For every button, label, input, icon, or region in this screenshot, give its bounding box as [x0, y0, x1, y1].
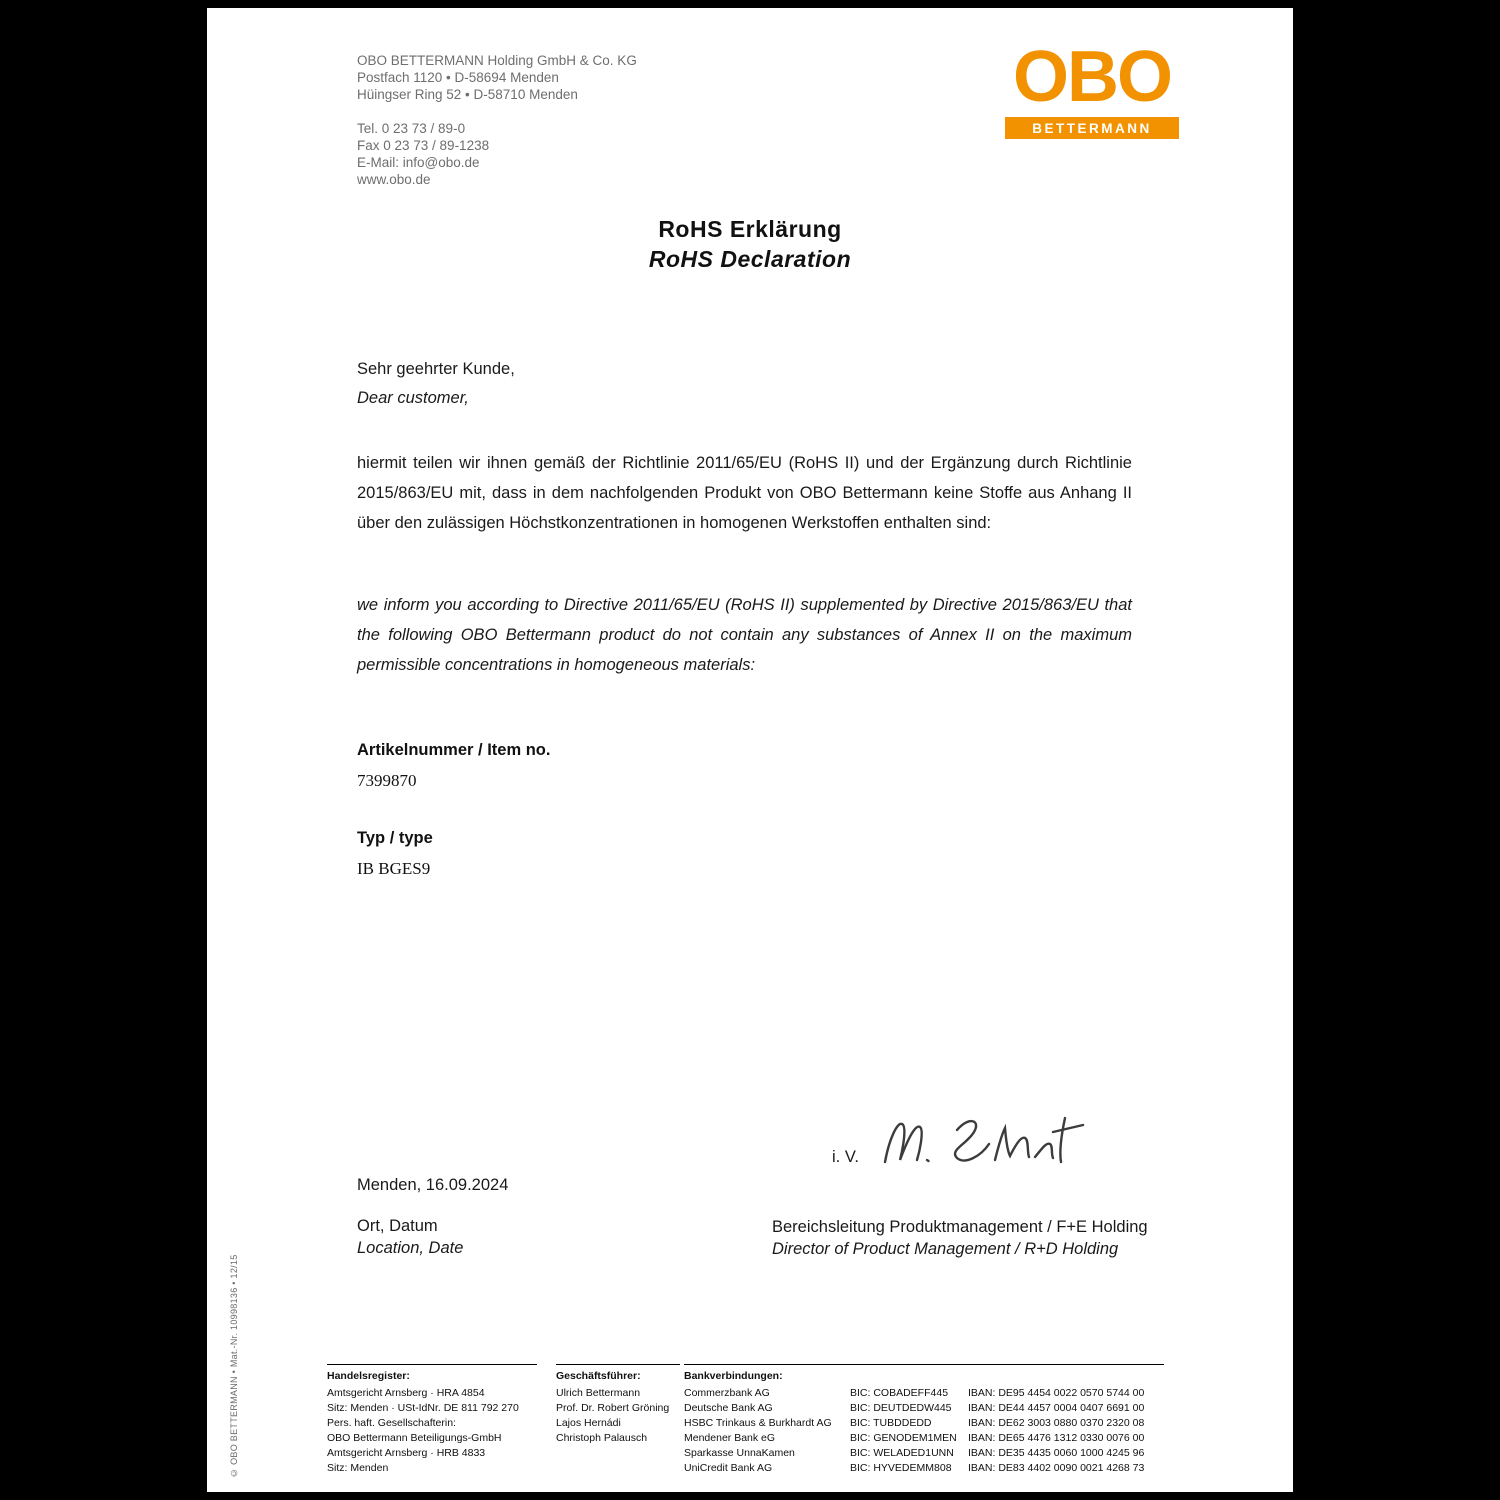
- body-paragraph-german: hiermit teilen wir ihnen gemäß der Richtlinie 2011/65/EU (RoHS II) und der Ergänzung durch Richtlinie 2015/863/EU mit, dass in dem nachfolgenden Produkt von OBO Bettermann keine Stoffe aus Anhang II über den zulässigen Höchstkonzentrationen in homogenen Werkstoffen enthalten sind:: [357, 454, 1132, 532]
- bank-row: [684, 1461, 1164, 1476]
- bank-iban: IBAN: DE35 4435 0060 1000 4245 96: [968, 1447, 1145, 1459]
- bank-iban: IBAN: DE62 3003 0880 0370 2320 08: [968, 1417, 1145, 1429]
- material-number-sidenote: © OBO BETTERMANN • Mat.-Nr. 10998136 • 12/15: [229, 1254, 239, 1478]
- sender-postbox: Postfach 1120 • D-58694 Menden: [357, 70, 559, 85]
- sender-tel: Tel. 0 23 73 / 89-0: [357, 121, 466, 136]
- type-label: Typ / type: [357, 829, 433, 847]
- footer-line: Sitz: Menden: [327, 1462, 389, 1474]
- footer-managing-directors: [556, 1364, 680, 1446]
- bank-name: Deutsche Bank AG: [684, 1402, 773, 1414]
- sender-address-block: [357, 52, 637, 188]
- footer-bank-details: [684, 1364, 1164, 1476]
- bank-name: Commerzbank AG: [684, 1387, 770, 1399]
- footer-heading-handelsregister: Handelsregister:: [327, 1370, 410, 1382]
- bank-name: UniCredit Bank AG: [684, 1462, 773, 1474]
- bank-bic: BIC: HYVEDEMM808: [850, 1462, 952, 1474]
- footer-line: Pers. haft. Gesellschafterin:: [327, 1417, 456, 1429]
- salutation-block: [357, 355, 515, 413]
- salutation-english: Dear customer,: [357, 389, 469, 407]
- bank-iban: IBAN: DE83 4402 0090 0021 4268 73: [968, 1462, 1145, 1474]
- title-german: RoHS Erklärung: [658, 216, 842, 242]
- footer-line: Prof. Dr. Robert Gröning: [556, 1402, 670, 1414]
- logo-wordmark: OBO: [1012, 37, 1171, 117]
- bank-bic: BIC: TUBDDEDD: [850, 1417, 932, 1429]
- sender-email: E-Mail: info@obo.de: [357, 155, 480, 170]
- footer-line: Sitz: Menden · USt-IdNr. DE 811 792 270: [327, 1402, 519, 1414]
- salutation-german: Sehr geehrter Kunde,: [357, 360, 515, 378]
- place-date-block: [357, 1176, 508, 1259]
- body-paragraph-english: we inform you according to Directive 2011/65/EU (RoHS II) supplemented by Directive 2015/863/EU that the following OBO Bettermann product do not contain any substances of Annex II on the maximum permissible concentrations in homogeneous materials:: [357, 596, 1132, 674]
- type-value: IB BGES9: [357, 859, 431, 878]
- bank-bic: BIC: GENODEM1MEN: [850, 1432, 957, 1444]
- bank-iban: IBAN: DE44 4457 0004 0407 6691 00: [968, 1402, 1145, 1414]
- footer-commercial-register: [327, 1364, 537, 1476]
- bank-iban: IBAN: DE65 4476 1312 0330 0076 00: [968, 1432, 1145, 1444]
- bank-iban: IBAN: DE95 4454 0022 0570 5744 00: [968, 1387, 1145, 1399]
- footer-line: Amtsgericht Arnsberg · HRA 4854: [327, 1387, 485, 1399]
- logo-subbrand-bar: BETTERMANN: [1005, 117, 1179, 139]
- title-english: RoHS Declaration: [648, 246, 852, 272]
- bank-bic: BIC: DEUTDEDW445: [850, 1402, 952, 1414]
- bank-name: Mendener Bank eG: [684, 1432, 776, 1444]
- letter-page: [207, 8, 1293, 1492]
- signer-role-english: Director of Product Management / R+D Holding: [772, 1240, 1119, 1258]
- footer-heading-bankverbindungen: Bankverbindungen:: [684, 1370, 783, 1382]
- document-title-block: [207, 214, 1293, 274]
- per-procura-label: i. V.: [832, 1148, 859, 1166]
- caption-location-date: Location, Date: [357, 1239, 464, 1257]
- sender-website: www.obo.de: [357, 172, 431, 187]
- product-info-block: [357, 741, 550, 879]
- bank-row: [684, 1401, 1164, 1416]
- footer-line: Lajos Hernádi: [556, 1417, 621, 1429]
- spacer: [357, 103, 637, 120]
- obo-bettermann-logo: [1005, 38, 1179, 139]
- bank-bic: BIC: COBADEFF445: [850, 1387, 949, 1399]
- sender-street: Hüingser Ring 52 • D-58710 Menden: [357, 87, 578, 102]
- item-number-label: Artikelnummer / Item no.: [357, 741, 551, 759]
- footer-line: Amtsgericht Arnsberg · HRB 4833: [327, 1447, 486, 1459]
- sender-company: OBO BETTERMANN Holding GmbH & Co. KG: [357, 53, 637, 68]
- bank-row: [684, 1446, 1164, 1461]
- signer-role-block: [772, 1216, 1202, 1260]
- bank-row: [684, 1431, 1164, 1446]
- caption-ort-datum: Ort, Datum: [357, 1217, 438, 1235]
- place-date-value: Menden, 16.09.2024: [357, 1176, 509, 1194]
- signer-role-german: Bereichsleitung Produktmanagement / F+E Holding: [772, 1218, 1148, 1236]
- bank-bic: BIC: WELADED1UNN: [850, 1447, 954, 1459]
- bank-name: Sparkasse UnnaKamen: [684, 1447, 795, 1459]
- footer-heading-geschaeftsfuehrer: Geschäftsführer:: [556, 1370, 641, 1382]
- footer-line: Ulrich Bettermann: [556, 1387, 641, 1399]
- bank-name: HSBC Trinkaus & Burkhardt AG: [684, 1417, 832, 1429]
- bank-row: [684, 1386, 1164, 1401]
- handwritten-signature-image: [869, 1100, 1099, 1185]
- footer-line: OBO Bettermann Beteiligungs-GmbH: [327, 1432, 502, 1444]
- bank-row: [684, 1416, 1164, 1431]
- sender-fax: Fax 0 23 73 / 89-1238: [357, 138, 490, 153]
- place-date-captions: [357, 1215, 508, 1259]
- footer-line: Christoph Palausch: [556, 1432, 648, 1444]
- item-number-value: 7399870: [357, 771, 417, 790]
